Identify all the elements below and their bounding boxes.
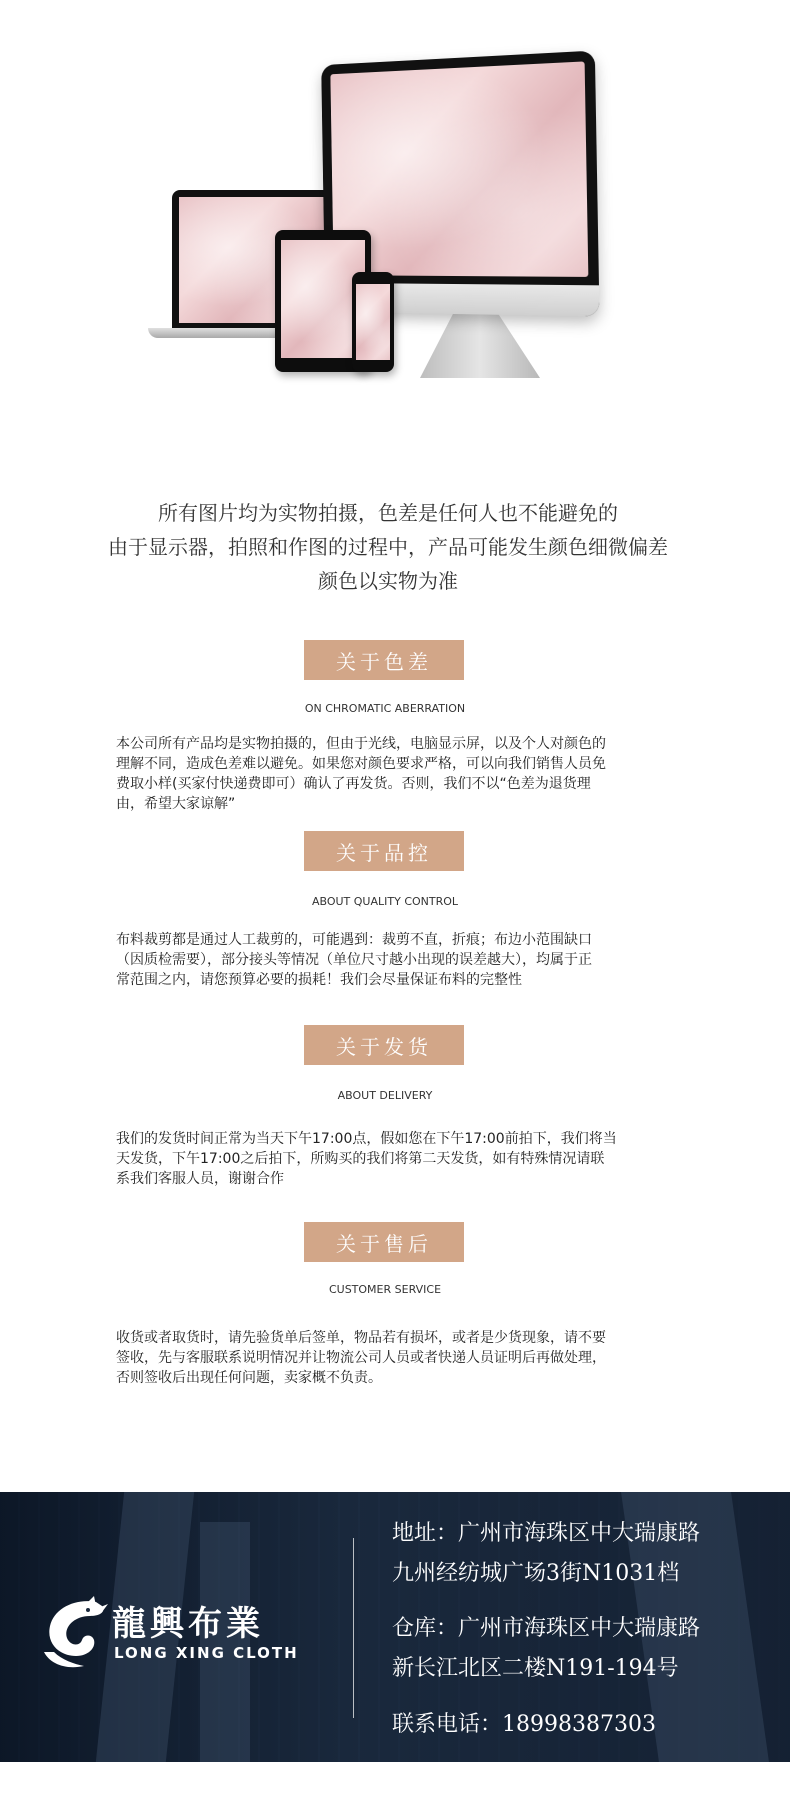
logo-english-text: LONG XING CLOTH bbox=[114, 1644, 299, 1662]
paragraph-line: 天发货，下午17:00之后拍下，所购买的我们将第二天发货，如有特殊情况请联 bbox=[116, 1151, 605, 1167]
section-title-chromatic: 关于色差 bbox=[304, 640, 464, 680]
paragraph-line: 常范围之内，请您预算必要的损耗！我们会尽量保证布料的完整性 bbox=[116, 972, 522, 988]
section-subtitle-delivery: ABOUT DELIVERY bbox=[337, 1089, 433, 1102]
paragraph-line: 本公司所有产品均是实物拍摄的，但由于光线，电脑显示屏，以及个人对颜色的 bbox=[116, 736, 606, 752]
phone-number: 联系电话：18998387303 bbox=[392, 1712, 656, 1737]
section-title-quality: 关于品控 bbox=[304, 831, 464, 871]
section-subtitle-service: CUSTOMER SERVICE bbox=[328, 1283, 442, 1296]
phone-screen bbox=[356, 284, 390, 360]
paragraph-line: 系我们客服人员，谢谢合作 bbox=[116, 1171, 284, 1187]
logo-chinese-text: 龍興布業 bbox=[112, 1604, 264, 1644]
section-text-service bbox=[116, 1328, 671, 1388]
section-text-chromatic bbox=[116, 734, 671, 814]
section-text-quality bbox=[116, 930, 671, 990]
monitor-stand bbox=[420, 308, 540, 378]
warehouse-line: 仓库：广州市海珠区中大瑞康路 bbox=[392, 1616, 701, 1641]
address-line: 地址：广州市海珠区中大瑞康路 bbox=[392, 1521, 701, 1546]
intro-line: 颜色以实物为准 bbox=[318, 569, 458, 593]
intro-line: 由于显示器，拍照和作图的过程中，产品可能发生颜色细微偏差 bbox=[108, 535, 668, 559]
brand-logo bbox=[36, 1594, 299, 1684]
paragraph-line: 收货或者取货时，请先验货单后签单，物品若有损坏，或者是少货现象，请不要 bbox=[116, 1330, 606, 1346]
paragraph-line: 签收，先与客服联系说明情况并让物流公司人员或者快递人员证明后再做处理， bbox=[116, 1350, 606, 1366]
paragraph-line: 费取小样(买家付快递费即可）确认了再发货。否则，我们不以“色差为退货理 bbox=[116, 776, 591, 792]
paragraph-line: 由，希望大家谅解” bbox=[116, 796, 236, 812]
paragraph-line: 布料裁剪都是通过人工裁剪的，可能遇到：裁剪不直，折痕；布边小范围缺口 bbox=[116, 932, 592, 948]
paragraph-line: 理解不同，造成色差难以避免。如果您对颜色要求严格，可以向我们销售人员免 bbox=[116, 756, 606, 772]
warehouse-line: 新长江北区二楼N191-194号 bbox=[392, 1656, 679, 1681]
address-line: 九州经纺城广场3街N1031档 bbox=[392, 1561, 680, 1586]
hero-devices-image bbox=[0, 0, 790, 400]
paragraph-line: 否则签收后出现任何问题，卖家概不负责。 bbox=[116, 1370, 382, 1386]
paragraph-line: 我们的发货时间正常为当天下午17:00点，假如您在下午17:00前拍下，我们将当 bbox=[116, 1131, 617, 1147]
intro-line: 所有图片均为实物拍摄，色差是任何人也不能避免的 bbox=[158, 501, 618, 525]
section-subtitle-chromatic: ON CHROMATIC ABERRATION bbox=[304, 702, 466, 715]
section-text-delivery bbox=[116, 1129, 671, 1189]
dragon-icon bbox=[36, 1594, 112, 1674]
section-title-delivery: 关于发货 bbox=[304, 1025, 464, 1065]
footer-divider bbox=[353, 1538, 354, 1718]
section-subtitle-quality: ABOUT QUALITY CONTROL bbox=[311, 895, 459, 908]
section-title-service: 关于售后 bbox=[304, 1222, 464, 1262]
intro-text bbox=[0, 496, 776, 598]
paragraph-line: （因质检需要），部分接头等情况（单位尺寸越小出现的误差越大），均属于正 bbox=[116, 952, 592, 968]
phone-image bbox=[352, 272, 394, 372]
footer-banner bbox=[0, 1492, 790, 1762]
